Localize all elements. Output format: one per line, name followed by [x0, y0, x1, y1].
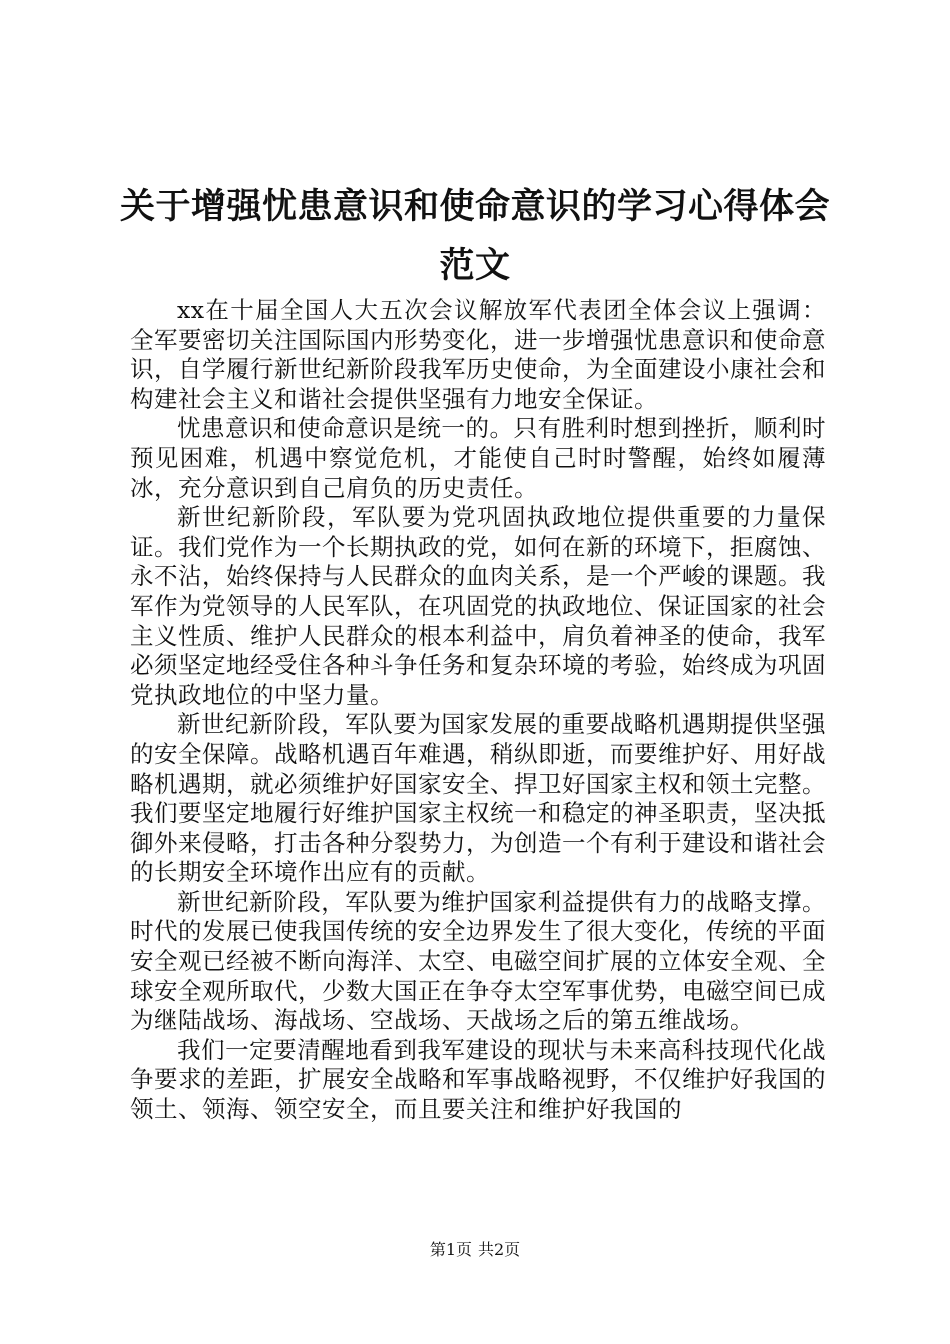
paragraph: xx在十届全国人大五次会议解放军代表团全体会议上强调：全军要密切关注国际国内形势变化，进一步增强忧患意识和使命意识，自学履行新世纪新阶段我军历史使命，为全面建设小康社会和构建社会主义和谐社会提供坚强有力地安全保证。: [130, 296, 826, 413]
paragraph: 新世纪新阶段，军队要为党巩固执政地位提供重要的力量保证。我们党作为一个长期执政的党，如何在新的环境下，拒腐蚀、永不沾，始终保持与人民群众的血肉关系，是一个严峻的课题。我军作为党领导的人民军队，在巩固党的执政地位、保证国家的社会主义性质、维护人民群众的根本利益中，肩负着神圣的使命，我军必须坚定地经受住各种斗争任务和复杂环境的考验，始终成为巩固党执政地位的中坚力量。: [130, 503, 826, 709]
paragraph: 新世纪新阶段，军队要为维护国家利益提供有力的战略支撑。时代的发展已使我国传统的安全边界发生了很大变化，传统的平面安全观已经被不断向海洋、太空、电磁空间扩展的立体安全观、全球安全观所取代，少数大国正在争夺太空军事优势，电磁空间已成为继陆战场、海战场、空战场、天战场之后的第五维战场。: [130, 887, 826, 1035]
paragraph: 忧患意识和使命意识是统一的。只有胜利时想到挫折，顺利时预见困难，机遇中察觉危机，才能使自己时时警醒，始终如履薄冰，充分意识到自己肩负的历史责任。: [130, 414, 826, 502]
page-total: 共2页: [478, 1240, 521, 1259]
page-number: 第1页: [429, 1240, 472, 1259]
document-title: 关于增强忧患意识和使命意识的学习心得体会范文: [120, 187, 831, 286]
paragraph: 新世纪新阶段，军队要为国家发展的重要战略机遇期提供坚强的安全保障。战略机遇百年难遇，稍纵即逝，而要维护好、用好战略机遇期，就必须维护好国家安全、捍卫好国家主权和领土完整。我们要坚定地履行好维护国家主权统一和稳定的神圣职责，坚决抵御外来侵略，打击各种分裂势力，为创造一个有利于建设和谐社会的长期安全环境作出应有的贡献。: [130, 710, 826, 887]
paragraph: 我们一定要清醒地看到我军建设的现状与未来高科技现代化战争要求的差距，扩展安全战略和军事战略视野，不仅维护好我国的领土、领海、领空安全，而且要关注和维护好我国的: [130, 1035, 826, 1124]
page-footer: [0, 1240, 950, 1260]
document-body: [130, 296, 826, 1125]
